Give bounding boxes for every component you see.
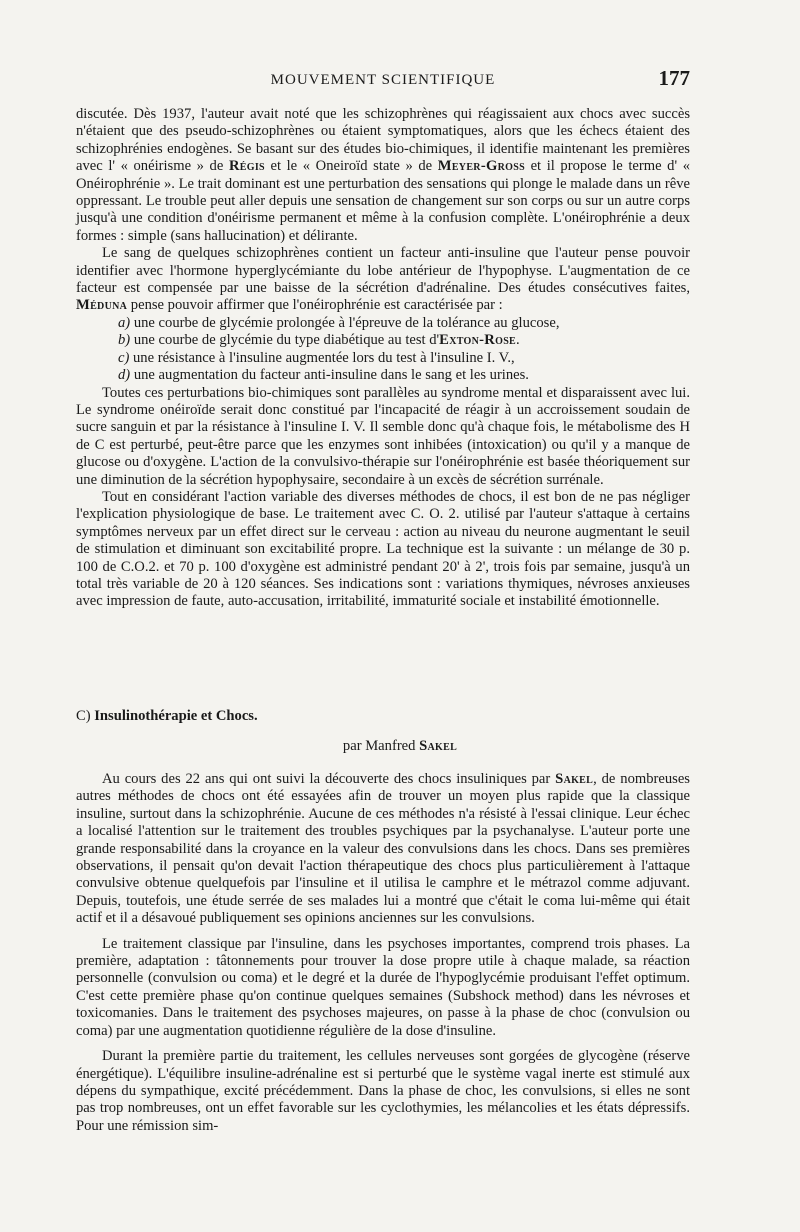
- list-marker: c): [118, 349, 130, 366]
- running-title: MOUVEMENT SCIENTIFIQUE: [270, 72, 496, 88]
- section-c-body: [76, 771, 690, 1135]
- text-run: Au cours des 22 ans qui ont suivi la découverte des chocs insuliniques par: [102, 771, 551, 787]
- paragraph: [76, 1048, 690, 1135]
- text-run: Le sang de quelques schizophrènes contient un facteur anti-insuline que l'auteur pense pouvoir identifier avec l'hormone hyperglycémiante du lobe antérieur de l'hypophyse. L'augmentation de ce facteur est compensée par une baisse de la sécrétion d'adrénaline. Des études consécutives faites,: [76, 245, 690, 297]
- paragraph: [76, 245, 690, 315]
- author-name: Sakel: [555, 771, 594, 787]
- text-run: pense pouvoir affirmer que l'onéirophrénie est caractérisée par :: [130, 297, 503, 314]
- list-item: [76, 315, 690, 332]
- paragraph: [76, 936, 690, 1040]
- paragraph: [76, 385, 690, 489]
- list-text: une courbe de glycémie prolongée à l'épreuve de la tolérance au glucose,: [133, 314, 560, 331]
- list-item: [76, 332, 690, 349]
- paragraph: [76, 106, 690, 245]
- page-number: 177: [658, 66, 690, 90]
- section-letter: C): [76, 708, 91, 724]
- list-item: [76, 367, 690, 384]
- author-prefix: par Manfred: [342, 738, 416, 754]
- paragraph: [76, 489, 690, 611]
- author-name: Sakel: [419, 738, 458, 754]
- text-run: et il propose le terme d' « Onéirophrénie ». Le trait dominant est une perturbation des sensations qui plonge le malade dans un rêve oppressant. Le trouble peut aller depuis une sensation de changement sur son corps ou sur un autre corps jusqu'à une condition d'onéirisme permanent et même à la confusion complète. L'onéirophrénie a deux formes : simple (sans hallucination) et délirante.: [76, 158, 690, 244]
- list-text: une courbe de glycémie du type diabétique au test d': [133, 332, 440, 349]
- paragraph: [76, 771, 690, 928]
- list-text: une résistance à l'insuline augmentée lors du test à l'insuline I. V.,: [133, 349, 515, 366]
- text-run: Toutes ces perturbations bio-chimiques sont parallèles au syndrome mental et disparaissent avec lui. Le syndrome onéiroïde serait donc constitué par l'incapacité de réagir à un accroissement soudain de sucre sanguin et par la résistance à l'insuline I. V. Il semble donc qu'à chaque fois, le métabolisme des H de C est perturbé, peut-être parce que les enzymes sont inhibées (intoxication) ou qu'il y a manque de glucose ou d'oxygène. L'action de la convulsivo-thérapie sur l'onéirophrénie est basée théoriquement sur une diminution de la sécrétion hypophysaire, secondaire à un excès de sécrétion surrénale.: [76, 384, 690, 488]
- author-name: Méduna: [76, 297, 128, 314]
- list-marker: a): [118, 314, 131, 331]
- list-marker: b): [118, 332, 131, 349]
- author-name: Régis: [228, 158, 265, 175]
- list-marker: d): [118, 367, 131, 384]
- author-name: Meyer-Gross: [437, 158, 525, 175]
- author-line: [0, 738, 800, 755]
- top-section: [76, 106, 690, 611]
- text-run: , de nombreuses autres méthodes de chocs ont été essayées afin de trouver un moyen plus rapide que la classique insuline, surtout dans la schizophrénie. Aucune de ces méthodes n'a résisté à l'essai clinique. Leur échec a localisé l'attention sur le traitement des troubles psychiques par la psychanalyse. L'auteur porte une grande responsabilité dans la croyance en la valeur des convulsions dans les chocs. Dans ses premières observations, il pensait qu'on devait l'action thérapeutique des chocs plus particulièrement à l'attaque convulsive obtenue quelquefois par l'insuline et il utilisa le camphre et le métrazol comme adjuvant. Depuis, toutefois, une étude serrée de ses malades lui a montré que c'était le coma lui-même qui était actif et il a désavoué publiquement ses opinions anciennes sur les convulsions.: [76, 771, 690, 927]
- author-name: Exton-Rose: [439, 332, 517, 349]
- section-title: Insulinothérapie et Chocs.: [94, 708, 258, 724]
- list-text: .: [516, 332, 520, 349]
- section-heading: [76, 708, 258, 725]
- text-run: Le traitement classique par l'insuline, dans les psychoses importantes, comprend trois phases. La première, adaptation : tâtonnements pour trouver la dose propre utile à chaque malade, sa réaction personnelle (convulsion ou coma) et le degré et la durée de l'hypoglycémie produisant l'effet optimum. C'est cette première phase qu'on continue quelques semaines (Subshock method) dans les névroses et toxicomanies. Dans le traitement des psychoses majeures, on passe à la phase de choc (convulsion ou coma) par une augmentation quotidienne régulière de la dose d'insuline.: [76, 935, 690, 1039]
- list-text: une augmentation du facteur anti-insuline dans le sang et les urines.: [133, 367, 529, 384]
- text-run: Durant la première partie du traitement, les cellules nerveuses sont gorgées de glycogène (réserve énergétique). L'équilibre insuline-adrénaline est si perturbé que le système vagal inerte est stimulé aux dépens du sympathique, excité précédemment. Dans la phase de choc, les convulsions, si elles ne sont pas trop nombreuses, ont un effet favorable sur les cyclothymies, les mélancolies et les états dépressifs. Pour une rémission sim-: [76, 1048, 690, 1134]
- text-run: discutée. Dès 1937, l'auteur avait noté que les schizophrènes qui réagissaient aux chocs avec succès n'étaient que des pseudo-schizophrènes ou étaient symptomatiques, alors que les échecs étaient des schizophrénies endogènes. Se basant sur des études bio-chimiques, il identifie maintenant les premières avec l' « onéirisme » de: [76, 106, 690, 175]
- running-head: [76, 66, 690, 94]
- list-item: [76, 350, 690, 367]
- text-run: et le « Oneiroïd state » de: [270, 158, 433, 175]
- text-run: Tout en considérant l'action variable des diverses méthodes de chocs, il est bon de ne pas négliger l'explication physiologique de base. Le traitement avec C. O. 2. utilisé par l'auteur s'attaque à certains symptômes nerveux par un effet direct sur le cerveau : action au niveau du neurone augmentant le seuil de stimulation et diminuant son excitabilité propre. La technique est la suivante : un mélange de 30 p. 100 de C.O.2. et 70 p. 100 d'oxygène est administré pendant 20' à 2', trois fois par semaine, jusqu'à un total très variable de 20 à 120 séances. Ses indications sont : variations thymiques, névroses anxieuses avec impression de faute, auto-accusation, irritabilité, immaturité sociale et instabilité émotionnelle.: [76, 488, 690, 610]
